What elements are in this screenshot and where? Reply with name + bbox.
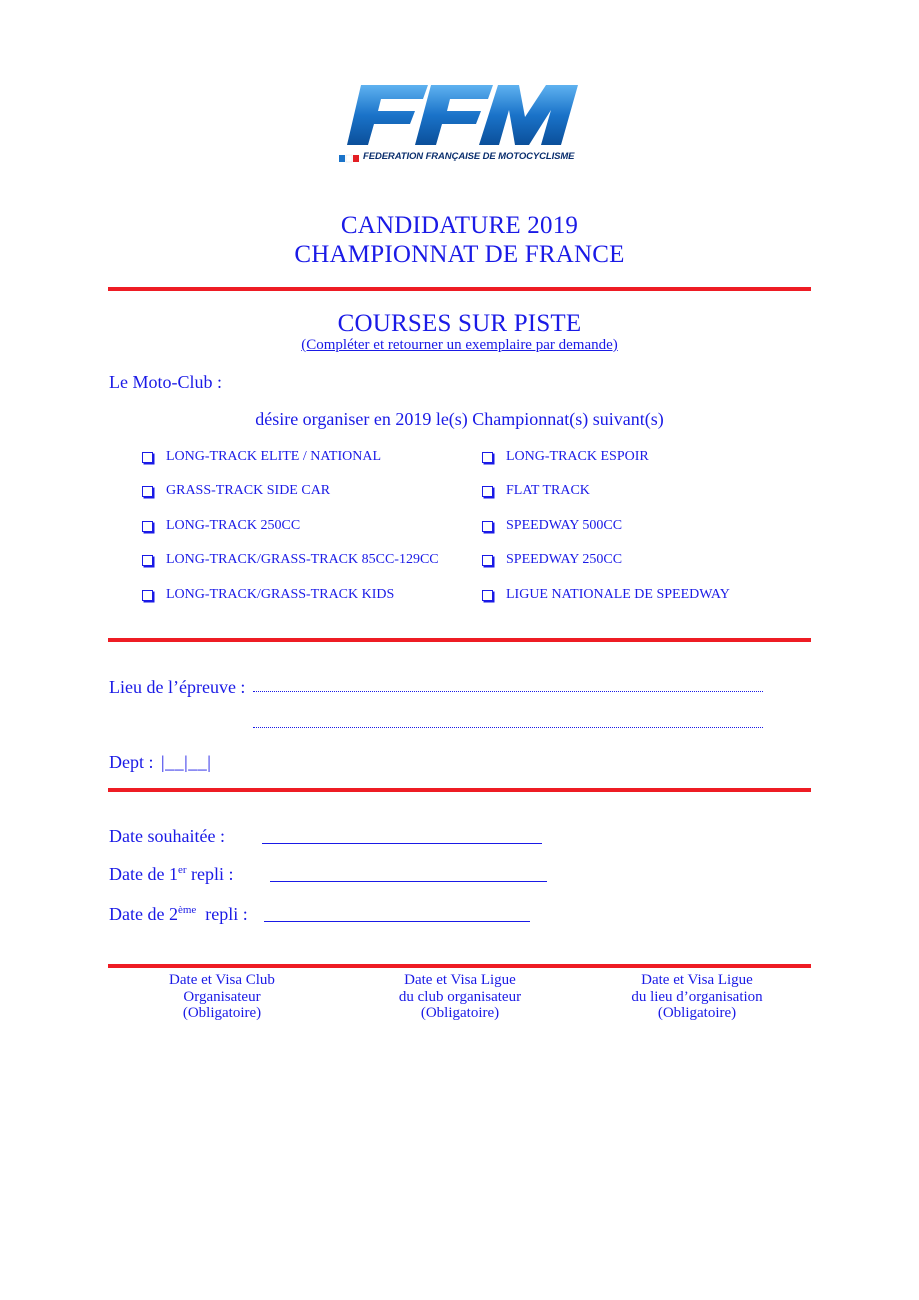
visa-line: Date et Visa Ligue — [641, 972, 753, 988]
checkbox-label: LONG-TRACK ESPOIR — [506, 449, 649, 464]
visa-ligue-club — [340, 972, 580, 1022]
checkbox-label: SPEEDWAY 500CC — [506, 518, 623, 533]
dept-label: Dept : — [109, 752, 154, 772]
checkbox-label: LONG-TRACK/GRASS-TRACK KIDS — [166, 587, 395, 602]
checkbox-square-icon[interactable] — [482, 452, 493, 463]
date-fallback2-prefix: Date de 2 — [109, 904, 178, 924]
visa-line: Date et Visa Ligue — [404, 972, 516, 988]
visa-club-organisateur — [102, 972, 342, 1022]
checkbox-label: GRASS-TRACK SIDE CAR — [166, 483, 331, 498]
checkbox-speedway-250cc[interactable] — [482, 552, 622, 568]
checkbox-long-grass-track-85cc[interactable] — [142, 552, 439, 568]
checkbox-label: SPEEDWAY 250CC — [506, 552, 623, 567]
visa-line: Organisateur — [183, 988, 261, 1005]
checkbox-long-track-espoir[interactable] — [482, 449, 649, 465]
location-label: Lieu de l’épreuve : — [109, 677, 246, 697]
date-fallback1-prefix: Date de 1 — [109, 864, 178, 884]
location-field-line2[interactable] — [253, 727, 763, 728]
checkbox-square-icon[interactable] — [142, 555, 153, 566]
checkbox-square-icon[interactable] — [142, 590, 153, 601]
checkbox-label: LIGUE NATIONALE DE SPEEDWAY — [506, 587, 730, 602]
date-wished-field[interactable] — [262, 843, 542, 844]
checkbox-square-icon[interactable] — [142, 521, 153, 532]
date-fallback1-field[interactable] — [270, 881, 547, 882]
checkbox-ligue-nationale-speedway[interactable] — [482, 587, 730, 603]
checkbox-long-track-elite[interactable] — [142, 449, 381, 465]
document-title-line2: CHAMPIONNAT DE FRANCE — [294, 241, 625, 268]
section-subtitle: (Compléter et retourner un exemplaire par demande) — [301, 337, 618, 353]
ffm-logo — [333, 82, 583, 168]
checkbox-square-icon[interactable] — [482, 555, 493, 566]
visa-line: Date et Visa Club — [169, 972, 275, 988]
date-fallback2-suffix: repli : — [196, 904, 248, 924]
checkbox-square-icon[interactable] — [142, 452, 153, 463]
checkbox-label: FLAT TRACK — [506, 483, 590, 498]
location-field-line1[interactable] — [253, 691, 763, 692]
date-wished-label: Date souhaitée : — [109, 826, 225, 846]
visa-line: (Obligatoire) — [182, 1005, 262, 1021]
dept-field[interactable]: |__|__| — [161, 752, 212, 772]
date-fallback1-label — [109, 864, 234, 885]
visa-line: du lieu d’organisation — [631, 988, 763, 1005]
checkbox-grass-track-side-car[interactable] — [142, 483, 330, 499]
date-fallback2-field[interactable] — [264, 921, 530, 922]
checkbox-long-track-250cc[interactable] — [142, 518, 300, 534]
date-fallback2-label — [109, 904, 248, 925]
ffm-logo-tagline: FEDERATION FRANÇAISE DE MOTOCYCLISME — [363, 151, 575, 162]
checkbox-label: LONG-TRACK ELITE / NATIONAL — [166, 449, 382, 464]
date-fallback1-sup: er — [177, 864, 187, 876]
intro-text: désire organiser en 2019 le(s) Championnat(s) suivant(s) — [255, 409, 664, 429]
checkbox-label: LONG-TRACK 250CC — [166, 518, 301, 533]
checkbox-square-icon[interactable] — [482, 521, 493, 532]
checkbox-flat-track[interactable] — [482, 483, 590, 499]
visa-line: (Obligatoire) — [657, 1005, 737, 1021]
section-title: COURSES SUR PISTE — [337, 310, 582, 337]
moto-club-label: Le Moto-Club : — [109, 372, 222, 392]
visa-ligue-lieu — [577, 972, 817, 1022]
divider-red — [108, 788, 811, 792]
checkbox-square-icon[interactable] — [482, 590, 493, 601]
visa-line: (Obligatoire) — [420, 1005, 500, 1021]
date-fallback2-sup: ème — [177, 904, 197, 916]
document-title-line1: CANDIDATURE 2019 — [340, 212, 579, 239]
divider-red — [108, 287, 811, 291]
checkbox-label: LONG-TRACK/GRASS-TRACK 85CC-129CC — [166, 552, 439, 567]
visa-line: du club organisateur — [398, 988, 522, 1005]
divider-red — [108, 638, 811, 642]
checkbox-speedway-500cc[interactable] — [482, 518, 622, 534]
checkbox-square-icon[interactable] — [142, 486, 153, 497]
divider-red — [108, 964, 811, 968]
checkbox-square-icon[interactable] — [482, 486, 493, 497]
checkbox-long-grass-track-kids[interactable] — [142, 587, 394, 603]
date-fallback1-suffix: repli : — [186, 864, 234, 884]
